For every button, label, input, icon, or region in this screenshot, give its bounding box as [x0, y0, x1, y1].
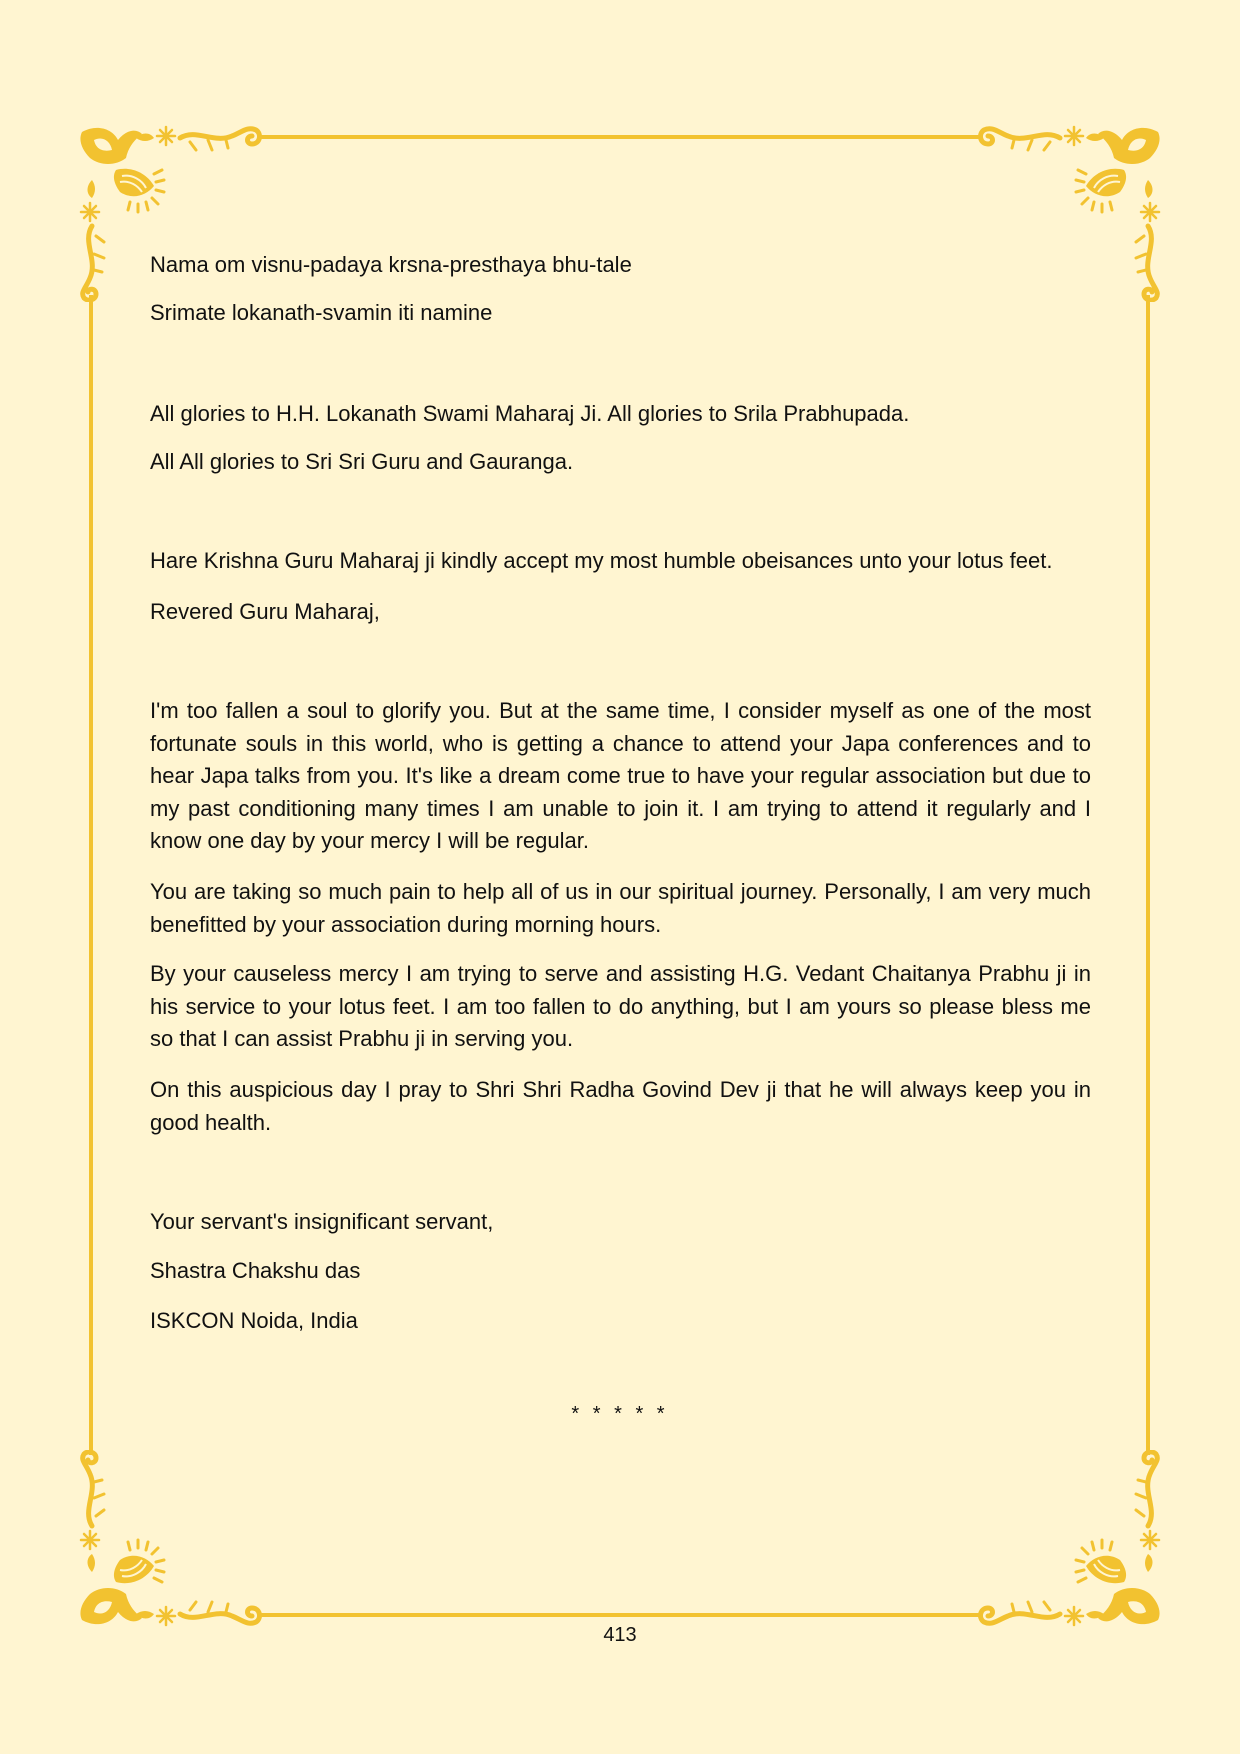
corner-ornament-top-right	[974, 122, 1164, 302]
glories-line-2: All All glories to Sri Sri Guru and Gauranga.	[150, 449, 574, 474]
salutation: Revered Guru Maharaj,	[150, 599, 380, 624]
body-paragraph: On this auspicious day I pray to Shri Shri Radha Govind Dev ji that he will always keep you in good health.	[150, 1077, 1091, 1135]
greeting-line: Hare Krishna Guru Maharaj ji kindly accept my most humble obeisances unto your lotus feet.	[150, 548, 1053, 573]
signature-closing: Your servant's insignificant servant,	[150, 1209, 494, 1234]
border-right-rule	[1146, 295, 1150, 1455]
signature-name: Shastra Chakshu das	[150, 1258, 361, 1283]
mantra-line-2: Srimate lokanath-svamin iti namine	[150, 300, 493, 325]
body-paragraph: I'm too fallen a soul to glorify you. But at the same time, I consider myself as one of the most fortunate souls in this world, who is getting a chance to attend your Japa conferences and to hear Japa talks from you. It's like a dream come true to have your regular association but due to my past conditioning many times I am unable to join it. I am trying to attend it regularly and I know one day by your mercy I will be regular.	[150, 698, 1091, 854]
border-left-rule	[89, 295, 93, 1455]
corner-ornament-bottom-right	[974, 1450, 1164, 1630]
page-number: 413	[603, 1624, 637, 1646]
body-paragraph: By your causeless mercy I am trying to serve and assisting H.G. Vedant Chaitanya Prabhu ji in his service to your lotus feet. I am too fallen to do anything, but I am yours so please bless me so that I can assist Prabhu ji in serving you.	[150, 961, 1091, 1052]
border-top-rule	[258, 135, 982, 139]
floral-ornament-icon	[76, 1450, 266, 1630]
body-paragraph: You are taking so much pain to help all of us in our spiritual journey. Personally, I am very much benefitted by your association during morning hours.	[150, 879, 1091, 937]
signature-location: ISKCON Noida, India	[150, 1308, 358, 1333]
floral-ornament-icon	[974, 122, 1164, 302]
mantra-line-1: Nama om visnu-padaya krsna-presthaya bhu-tale	[150, 252, 632, 277]
section-separator: * * * * *	[571, 1403, 669, 1425]
floral-ornament-icon	[974, 1450, 1164, 1630]
border-bottom-rule	[258, 1613, 982, 1617]
corner-ornament-bottom-left	[76, 1450, 266, 1630]
glories-line-1: All glories to H.H. Lokanath Swami Maharaj Ji. All glories to Srila Prabhupada.	[150, 401, 910, 426]
